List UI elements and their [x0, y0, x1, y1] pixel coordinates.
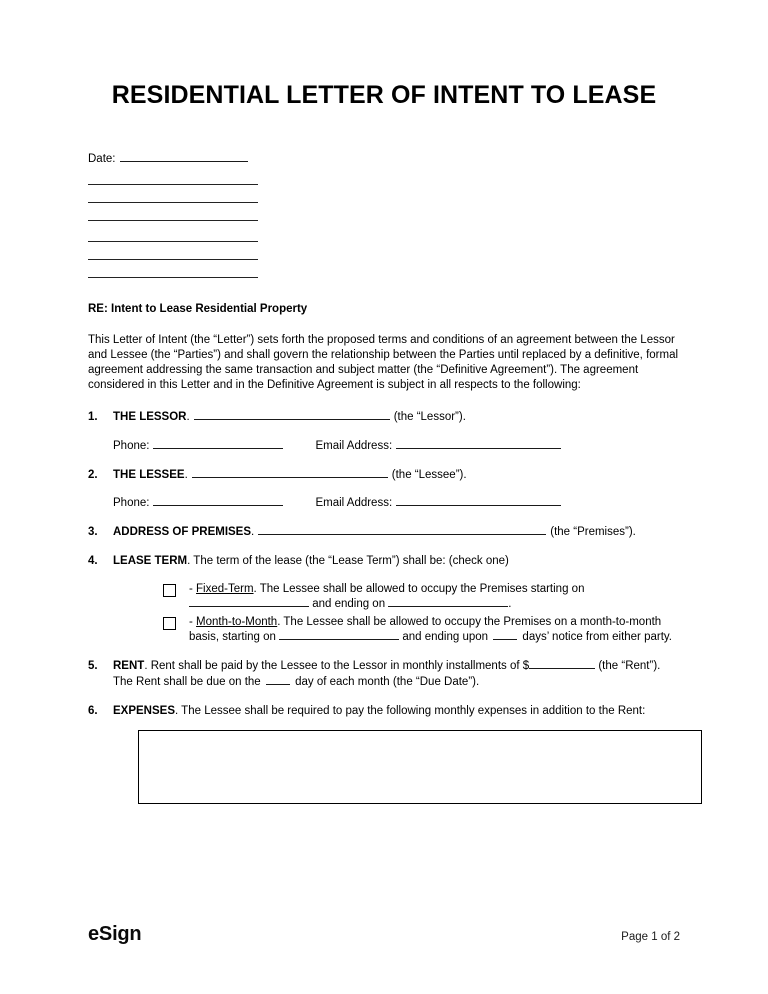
- page-number: Page 1 of 2: [621, 931, 680, 943]
- clause-number: 5.: [88, 660, 98, 673]
- recipient-address-line-1[interactable]: [88, 241, 258, 242]
- clause-text: . The Lessee shall be required to pay the following monthly expenses in addition to the Rent:: [175, 704, 646, 717]
- premises-address-blank[interactable]: [258, 534, 546, 535]
- fixed-term-start-blank[interactable]: [189, 606, 309, 607]
- lessee-name-blank[interactable]: [192, 477, 388, 478]
- clause-lease-term: [88, 554, 680, 645]
- notice-days-blank[interactable]: [493, 639, 517, 640]
- lessee-phone-blank[interactable]: [153, 505, 283, 506]
- option-fixed-term[interactable]: [163, 582, 680, 612]
- option-text-part-3: days’ notice from either party.: [519, 631, 672, 644]
- recipient-address-line-3[interactable]: [88, 277, 258, 278]
- lessee-phone-label: Phone:: [113, 496, 150, 509]
- lessor-name-blank[interactable]: [194, 419, 390, 420]
- option-dash: -: [189, 582, 197, 595]
- month-to-month-start-blank[interactable]: [279, 639, 399, 640]
- lessor-phone-blank[interactable]: [153, 448, 283, 449]
- clause-number: 1.: [88, 411, 98, 424]
- lessee-contact-row: [113, 496, 680, 511]
- clause-heading: ADDRESS OF PREMISES: [113, 526, 252, 539]
- clause-trailing-text: (the “Lessee”).: [391, 468, 467, 481]
- rent-text-part-3: day of each month (the “Due Date”).: [291, 675, 480, 688]
- checkbox-icon[interactable]: [163, 584, 176, 597]
- sender-address-line-1[interactable]: [88, 184, 258, 185]
- expenses-textarea[interactable]: [138, 730, 702, 804]
- lease-term-options: [113, 582, 680, 646]
- sender-address-line-3[interactable]: [88, 220, 258, 221]
- option-text-part-3: .: [508, 597, 512, 610]
- lessor-email-blank[interactable]: [396, 448, 561, 449]
- clause-the-lessee: [88, 468, 680, 511]
- option-text-part-2: and ending upon: [399, 631, 492, 644]
- option-term-label: Fixed-Term: [196, 582, 254, 595]
- recipient-address-block: [88, 241, 680, 278]
- clause-heading: RENT: [113, 660, 145, 673]
- lessor-phone-label: Phone:: [113, 439, 150, 452]
- checkbox-icon[interactable]: [163, 617, 176, 630]
- option-month-to-month[interactable]: [163, 615, 680, 645]
- lessee-email-label: Email Address:: [315, 496, 393, 509]
- page-title: RESIDENTIAL LETTER OF INTENT TO LEASE: [111, 81, 657, 109]
- clause-trailing-text: (the “Premises”).: [550, 526, 636, 539]
- option-text-part-2: and ending on: [309, 597, 389, 610]
- clause-number: 2.: [88, 468, 98, 481]
- esign-logo: eSign: [88, 923, 142, 945]
- date-label: Date:: [88, 152, 116, 165]
- clause-expenses: [88, 704, 680, 804]
- clause-the-lessor: [88, 410, 680, 453]
- page-footer: [88, 923, 680, 946]
- date-blank-rule[interactable]: [120, 161, 248, 162]
- clause-list: [88, 410, 680, 804]
- lessee-email-blank[interactable]: [396, 505, 561, 506]
- option-text-part-1: . The Lessee shall be allowed to occupy the Premises starting on: [253, 582, 585, 595]
- clause-number: 6.: [88, 704, 98, 717]
- fixed-term-end-blank[interactable]: [388, 606, 508, 607]
- re-subject-line: RE: Intent to Lease Residential Property: [88, 302, 308, 315]
- clause-text: . The term of the lease (the “Lease Term”) shall be: (check one): [187, 555, 509, 568]
- sender-address-line-2[interactable]: [88, 202, 258, 203]
- rent-amount-blank[interactable]: [529, 668, 595, 669]
- clause-heading: EXPENSES: [113, 704, 175, 717]
- clause-period: .: [184, 468, 188, 481]
- clause-heading: THE LESSOR: [113, 411, 187, 424]
- rent-text-part-1: . Rent shall be paid by the Lessee to the Lessor in monthly installments of $: [144, 660, 530, 673]
- clause-number: 3.: [88, 526, 98, 539]
- rent-due-day-blank[interactable]: [266, 684, 290, 685]
- rent-text-part-2: (the “Rent”). The Rent shall be due on the: [113, 660, 661, 688]
- clause-address-of-premises: [88, 525, 680, 540]
- clause-trailing-text: (the “Lessor”).: [393, 411, 466, 424]
- option-text-part-1: . The Lessee shall be allowed to occupy the Premises on a month-to-month basis, starting on: [189, 615, 662, 644]
- option-term-label: Month-to-Month: [196, 615, 278, 628]
- recipient-address-line-2[interactable]: [88, 259, 258, 260]
- date-field-row: [88, 152, 680, 167]
- clause-rent: [88, 659, 680, 689]
- clause-period: .: [251, 526, 255, 539]
- lessor-contact-row: [113, 439, 680, 454]
- clause-number: 4.: [88, 555, 98, 568]
- sender-address-block: [88, 184, 680, 221]
- option-dash: -: [189, 615, 197, 628]
- clause-heading: LEASE TERM: [113, 555, 188, 568]
- lessor-email-label: Email Address:: [315, 439, 393, 452]
- intro-paragraph: This Letter of Intent (the “Letter”) sets forth the proposed terms and conditions of an agreement between the Lessor and Lessee (the “Parties”) and shall govern the relationship between the Parties until replaced by a definitive, formal agreement addressing the same transaction and subject matter (the “Definitive Agreement”). The agreement considered in this Letter and in the Definitive Agreement is subject in all respects to the following:: [88, 333, 679, 392]
- clause-period: .: [186, 411, 190, 424]
- clause-heading: THE LESSEE: [113, 468, 185, 481]
